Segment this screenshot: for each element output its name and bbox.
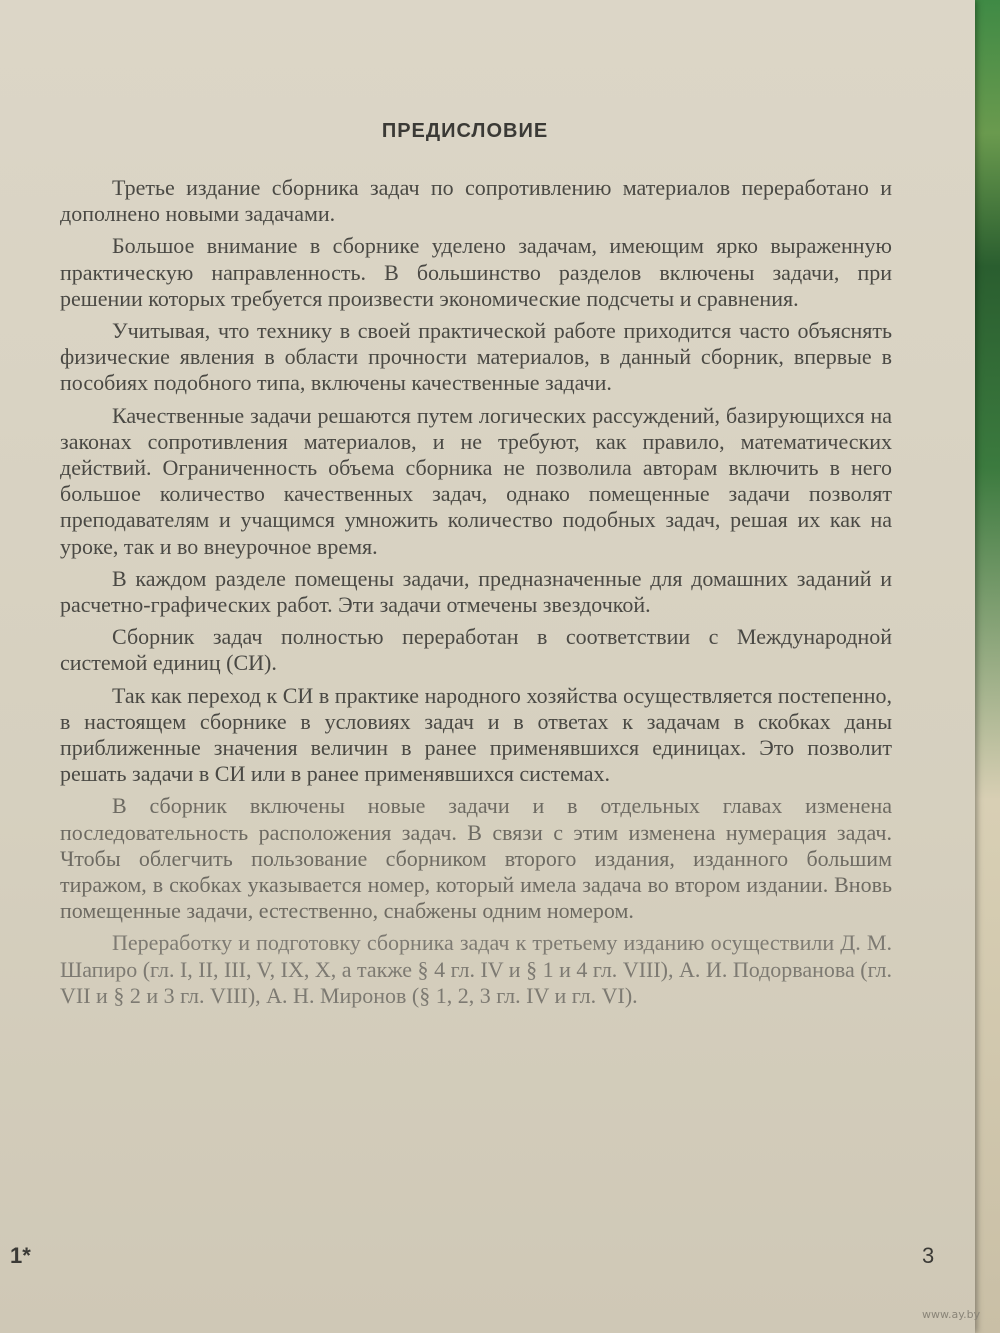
watermark: www.ay.by [922, 1308, 981, 1321]
paragraph: Сборник задач полностью переработан в соответствии с Международной системой единиц (СИ). [60, 624, 892, 676]
page-title: ПРЕДИСЛОВИЕ [381, 120, 549, 142]
paragraph: В каждом разделе помещены задачи, предназначенные для домашних заданий и расчетно-графических работ. Эти задачи отмечены звездочкой. [60, 565, 892, 618]
paragraph: Так как переход к СИ в практике народного хозяйства осуществляется постепенно, в настоящем сборнике в условиях задач и в ответах к задачам в скобках даны приближенные значения величин в ранее применявшихся единицах. Это позволит решать задачи в СИ или в ранее применявшихся системах. [60, 682, 892, 787]
paragraph: Большое внимание в сборнике уделено задачам, имеющим ярко выраженную практическую направленность. В большинство разделов включены задачи, при решении которых требуется произвести экономические подсчеты и сравнения. [60, 233, 892, 311]
page-number: 3 [922, 1243, 935, 1268]
paragraph: Учитывая, что технику в своей практической работе приходится часто объяснять физические явления в области прочности материалов, в данный сборник, впервые в пособиях подобного типа, включены качественные задачи. [60, 318, 892, 396]
paragraph: Третье издание сборника задач по сопротивлению материалов переработано и дополнено новыми задачами. [60, 175, 892, 227]
paragraph: Переработку и подготовку сборника задач к третьему изданию осуществили Д. М. Шапиро (гл. I, II, III, V, IX, X, а также § 4 гл. IV и § 1 и 4 гл. VIII), А. И. Подорванова (гл. VII и § 2 и 3 гл. VIII), А. Н. Миронов (§ 1, 2, 3 гл. IV и гл. VI). [60, 930, 892, 1008]
paragraph: Качественные задачи решаются путем логических рассуждений, базирующихся на законах сопротивления материалов, и не требуют, как правило, математических действий. Ограниченность объема сборника не позволила авторам включить в него большое количество качественных задач, однако помещенные задачи позволят преподавателям и учащимся умножить количество подобных задач, решая их как на уроке, так и во внеурочное время. [60, 402, 892, 559]
paragraph: В сборник включены новые задачи и в отдельных главах изменена последовательность расположения задач. В связи с этим изменена нумерация задач. Чтобы облегчить пользование сборником второго издания, изданного большим тиражом, в скобках указывается номер, который имела задача во втором издании. Вновь помещенные задачи, естественно, снабжены одним номером. [60, 793, 892, 924]
signature-mark: 1* [10, 1243, 31, 1268]
body-text [60, 175, 892, 1015]
